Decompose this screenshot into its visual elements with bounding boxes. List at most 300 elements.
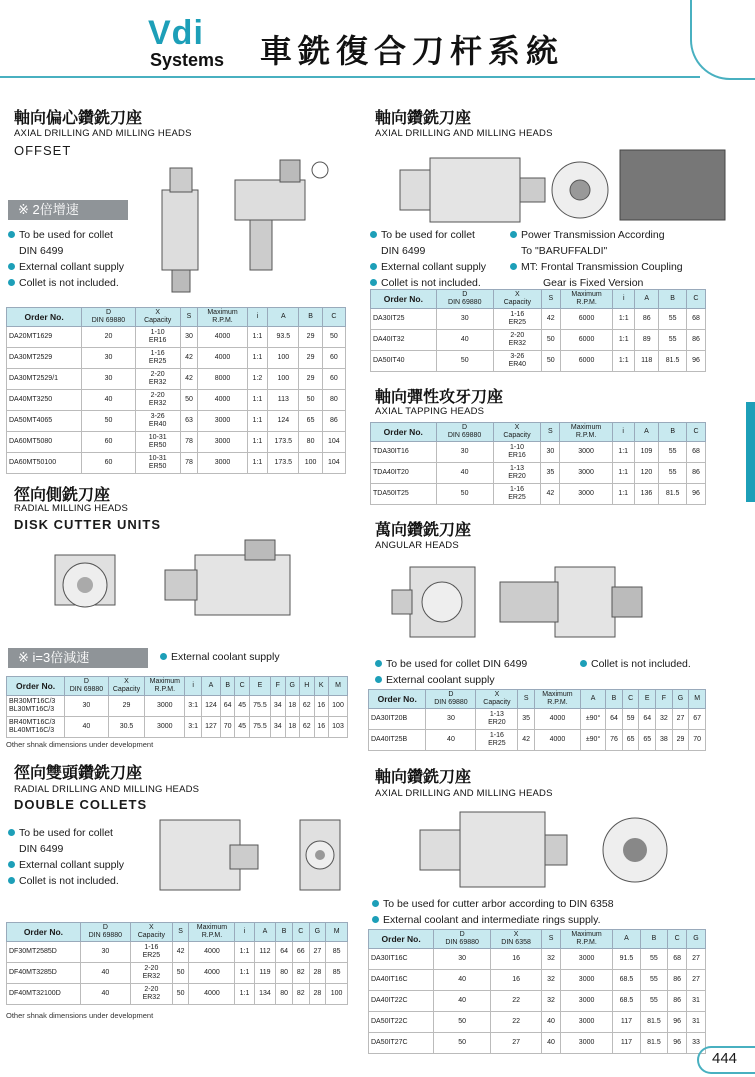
table-cell: 117 [613,1033,641,1054]
column-header: X DIN 6358 [491,930,542,949]
table-cell: 42 [180,348,198,369]
table-cell: 63 [180,411,198,432]
sec4-subtitle: DISK CUTTER UNITS [14,517,161,532]
table-cell: 4000 [198,348,247,369]
bullet: To be used for cutter arbor according to DIN 6358 [372,896,742,912]
table-cell: 42 [541,484,560,505]
table-cell: 3000 [145,717,185,738]
table-cell: 68 [686,309,705,330]
table-cell: 1-13 ER20 [476,709,518,730]
table-cell: 4000 [198,390,247,411]
table-cell: 100 [329,696,348,717]
column-header: D DIN 69880 [82,308,136,327]
table-cell: BR40MT16C/3 BL40MT16C/3 [7,717,65,738]
column-header: S [541,290,560,309]
table-row [7,432,346,453]
page-number: 444 [712,1050,738,1067]
table-cell: 64 [276,942,293,963]
table-cell: 68.5 [613,970,641,991]
table-cell: 42 [180,369,198,390]
table-cell: 78 [180,453,198,474]
table-cell: 80 [322,390,345,411]
table-cell: 22 [491,1012,542,1033]
table-cell: 112 [254,942,276,963]
column-header: S [541,423,560,442]
table-cell: 120 [634,463,659,484]
sec5-table [368,689,706,751]
table-cell: 1-10 ER16 [493,442,541,463]
table-cell: TDA40IT20 [371,463,437,484]
table-cell: 60 [322,348,345,369]
table-cell: 42 [541,309,560,330]
table-cell: 81.5 [640,1012,668,1033]
table-cell: 40 [436,463,493,484]
table-row [369,730,706,751]
table-cell: 3000 [560,463,612,484]
table-cell: 100 [268,348,299,369]
table-cell: 2-20 ER32 [135,390,180,411]
column-header: D DIN 69880 [436,290,493,309]
column-header: X Capacity [493,423,541,442]
bullet-cont: DIN 6499 [381,245,426,257]
table-cell: 91.5 [613,949,641,970]
bullet: Collet is not included. [8,873,158,889]
table-cell: DA30MT2529/1 [7,369,82,390]
column-header: C [292,923,309,942]
table-cell: 50 [322,327,345,348]
column-header: M [689,690,706,709]
table-cell: 68 [668,949,687,970]
column-header: A [580,690,605,709]
column-header: i [613,290,635,309]
table-cell: 85 [326,963,348,984]
column-header: S [518,690,535,709]
table-cell: 134 [254,984,276,1005]
table-row [369,1012,706,1033]
sec4-drawing [45,530,345,640]
table-cell: 1:1 [247,390,268,411]
bullet-cont: DIN 6499 [19,843,64,855]
table-cell: 65 [622,730,639,751]
table-cell: BR30MT16C/3 BL30MT16C/3 [7,696,65,717]
bullet: MT: Frontal Transmission Coupling [510,259,745,275]
table-cell: 1:1 [235,942,254,963]
table-cell: 50 [172,963,189,984]
sec2-bullets-right [510,227,745,291]
table-cell: 34 [271,696,286,717]
table-cell: 28 [309,963,326,984]
table-cell: 32 [542,949,561,970]
table-row [369,991,706,1012]
table-cell: 55 [659,463,687,484]
table-cell: DA40IT22C [369,991,434,1012]
table-cell: TDA30IT16 [371,442,437,463]
bullet: External coolant and intermediate rings supply. [372,912,742,928]
sec6-footnote: Other shnak dimensions under development [6,1011,154,1020]
table-row [371,351,706,372]
table-row [7,963,348,984]
column-header: M [329,677,348,696]
table-cell: 10-31 ER50 [135,432,180,453]
bullet: External collant supply [8,857,158,873]
column-header: S [180,308,198,327]
table-row [7,453,346,474]
bullet: Collet is not included. [580,656,720,672]
table-row [369,709,706,730]
table-cell: 86 [686,463,705,484]
table-cell: 3000 [198,432,247,453]
table-cell: TDA50IT25 [371,484,437,505]
sec1-subtitle: OFFSET [14,143,72,158]
table-cell: 16 [314,717,329,738]
table-cell: 31 [687,991,706,1012]
table-cell: 3000 [561,970,613,991]
sec1-title-en: AXIAL DRILLING AND MILLING HEADS [14,128,192,139]
column-header: A [635,290,659,309]
logo-vdi: Vdi [148,14,204,52]
table-cell: DA40MT3250 [7,390,82,411]
sec5-title-en: ANGULAR HEADS [375,540,459,551]
sec3-title-zh: 軸向彈性攻牙刀座 [375,389,504,406]
table-cell: 1:1 [247,432,268,453]
table-cell: 124 [202,696,221,717]
table-cell: DA30MT2529 [7,348,82,369]
table-cell: 3000 [561,1012,613,1033]
sec6-drawing [150,800,345,910]
column-header: Order No. [371,290,437,309]
table-cell: 100 [268,369,299,390]
table-cell: 16 [314,696,329,717]
table-cell: 2-20 ER32 [130,963,172,984]
table-cell: 109 [634,442,659,463]
table-cell: 30 [82,348,136,369]
table-cell: DA60MT5080 [7,432,82,453]
table-row [371,463,706,484]
bullet: External collant supply [370,259,505,275]
column-header: Maximum R.P.M. [145,677,185,696]
table-cell: 55 [659,330,687,351]
table-cell: 50 [541,330,560,351]
column-header: M [326,923,348,942]
table-cell: DF40MT3285D [7,963,81,984]
table-row [7,411,346,432]
table-cell: 4000 [189,984,235,1005]
table-cell: 66 [292,942,309,963]
table-cell: 18 [285,696,300,717]
table-cell: 1:1 [613,330,635,351]
sec7-bullets [372,896,742,928]
table-cell: 100 [326,984,348,1005]
column-header: Maximum R.P.M. [561,930,613,949]
table-row [7,369,346,390]
table-cell: 38 [656,730,673,751]
table-cell: DA40IT25B [369,730,426,751]
table-cell: 3:1 [185,717,202,738]
table-cell: 6000 [560,351,613,372]
table-cell: 136 [634,484,659,505]
table-cell: 45 [235,696,250,717]
column-header: C [622,690,639,709]
table-cell: 29 [108,696,145,717]
table-cell: 1:1 [235,963,254,984]
column-header: A [613,930,641,949]
table-cell: 3000 [198,411,247,432]
table-cell: 3-26 ER40 [135,411,180,432]
column-header: X Capacity [135,308,180,327]
table-cell: 30 [436,442,493,463]
table-cell: 82 [292,984,309,1005]
column-header: X Capacity [493,290,541,309]
bullet-cont: Gear is Fixed Version [543,277,644,289]
table-cell: ±90° [580,709,605,730]
column-header: G [285,677,300,696]
table-cell: 59 [622,709,639,730]
table-cell: 62 [300,696,315,717]
table-cell: 1-16 ER25 [493,484,541,505]
table-cell: 1:2 [247,369,268,390]
column-header: D DIN 69880 [65,677,109,696]
table-cell: 96 [668,1012,687,1033]
sec2-table [370,289,706,372]
column-header: B [640,930,668,949]
table-cell: 50 [299,390,322,411]
column-header: C [668,930,687,949]
table-cell: 3000 [560,484,612,505]
column-header: C [322,308,345,327]
table-cell: DA50MT4065 [7,411,82,432]
table-cell: 30 [436,309,493,330]
table-cell: 96 [668,1033,687,1054]
column-header: i [185,677,202,696]
table-cell: DA40IT16C [369,970,434,991]
table-cell: 35 [541,463,560,484]
table-cell: 3000 [561,1033,613,1054]
sec4-table [6,676,348,738]
table-cell: 50 [434,1012,491,1033]
sec4-title-zh: 徑向側銑刀座 [14,487,111,504]
axial-arbor-drawing [395,800,695,895]
column-header: Order No. [7,923,81,942]
table-cell: 100 [299,453,322,474]
double-collet-drawing [150,800,345,910]
column-header: G [687,930,706,949]
table-cell: 55 [640,970,668,991]
table-cell: 1:1 [612,463,634,484]
table-cell: 124 [268,411,299,432]
table-cell: 27 [687,970,706,991]
column-header: Order No. [369,690,426,709]
bullet: External collant supply [8,259,158,275]
table-row [7,696,348,717]
table-cell: 1:1 [247,411,268,432]
column-header: Maximum R.P.M. [189,923,235,942]
table-cell: DA50IT27C [369,1033,434,1054]
table-cell: 82 [292,963,309,984]
table-cell: 3000 [198,453,247,474]
table-cell: 103 [329,717,348,738]
column-header: B [659,423,687,442]
table-cell: DA20MT1629 [7,327,82,348]
table-cell: 32 [656,709,673,730]
table-cell: 22 [491,991,542,1012]
table-row [7,984,348,1005]
table-cell: 1:1 [247,348,268,369]
column-header: Order No. [7,308,82,327]
table-row [369,1033,706,1054]
column-header: C [235,677,250,696]
sec4-note: ※ i=3倍減速 [8,648,148,668]
bullet: To be used for collet DIN 6499 [375,656,585,672]
table-cell: 30 [434,949,491,970]
column-header: Maximum R.P.M. [534,690,580,709]
column-header: B [220,677,235,696]
table-cell: 81.5 [640,1033,668,1054]
sec5-title-zh: 萬向鑽銑刀座 [375,522,472,539]
table-cell: 4000 [198,327,247,348]
bullet: Power Transmission According [510,227,745,243]
table-cell: 118 [635,351,659,372]
table-cell: 86 [668,970,687,991]
table-cell: DA30IT25 [371,309,437,330]
sec3-table [370,422,706,505]
table-cell: 50 [82,411,136,432]
sec5-drawing [380,552,735,652]
column-header: E [249,677,270,696]
column-header: K [314,677,329,696]
table-cell: 70 [689,730,706,751]
table-cell: DA60MT50100 [7,453,82,474]
table-cell: 64 [220,696,235,717]
table-cell: 30 [65,696,109,717]
sec5-bullets-left [375,656,585,688]
table-cell: 32 [542,991,561,1012]
table-cell: 29 [299,348,322,369]
table-cell: 1-13 ER20 [493,463,541,484]
sec4-title-en: RADIAL MILLING HEADS [14,503,128,514]
table-cell: 45 [235,717,250,738]
sec4-bullets [160,649,340,665]
table-cell: 75.5 [249,696,270,717]
table-cell: 173.5 [268,432,299,453]
table-row [7,348,346,369]
table-cell: 30 [180,327,198,348]
column-header: C [686,423,705,442]
table-cell: 1:1 [247,327,268,348]
column-header: S [542,930,561,949]
sec7-title-zh: 軸向鑽銑刀座 [375,769,472,786]
table-row [7,717,348,738]
table-cell: 40 [542,1033,561,1054]
table-row [7,390,346,411]
table-cell: 86 [668,991,687,1012]
table-cell: 2-20 ER32 [493,330,541,351]
table-cell: 86 [686,330,705,351]
table-row [7,942,348,963]
table-cell: 1-10 ER16 [135,327,180,348]
table-cell: 3000 [561,991,613,1012]
bullet: To be used for collet [370,227,505,243]
table-cell: 86 [322,411,345,432]
column-header: F [656,690,673,709]
table-cell: 1:1 [247,453,268,474]
table-cell: 1:1 [235,984,254,1005]
table-cell: 55 [659,309,687,330]
header-rule [0,76,700,78]
table-cell: 4000 [534,709,580,730]
column-header: C [686,290,705,309]
column-header: Order No. [371,423,437,442]
table-cell: 20 [82,327,136,348]
table-cell: 60 [322,369,345,390]
table-row [7,327,346,348]
table-cell: 60 [82,453,136,474]
table-cell: DA30IT20B [369,709,426,730]
column-header: D DIN 69880 [434,930,491,949]
bullet: Collet is not included. [8,275,158,291]
table-cell: 50 [434,1033,491,1054]
side-tab [746,402,755,502]
column-header: G [672,690,689,709]
sec7-title-en: AXIAL DRILLING AND MILLING HEADS [375,788,553,799]
table-cell: 30 [426,709,476,730]
table-cell: 86 [635,309,659,330]
sec5-bullets-right [580,656,720,672]
column-header: B [659,290,687,309]
table-cell: 30 [541,442,560,463]
table-cell: 117 [613,1012,641,1033]
column-header: B [276,923,293,942]
table-cell: 104 [322,432,345,453]
axial-head-drawing [375,140,740,230]
table-cell: 29 [299,327,322,348]
table-cell: 30.5 [108,717,145,738]
table-cell: 62 [300,717,315,738]
table-cell: 27 [672,709,689,730]
column-header: D DIN 69880 [426,690,476,709]
column-header: X Capacity [476,690,518,709]
table-cell: 1-16 ER25 [476,730,518,751]
header-curve [690,0,755,80]
table-cell: 68 [686,442,705,463]
column-header: Maximum R.P.M. [198,308,247,327]
column-header: F [271,677,286,696]
table-cell: 80 [276,963,293,984]
column-header: Maximum R.P.M. [560,290,613,309]
table-cell: 1:1 [612,484,634,505]
sec2-title-zh: 軸向鑽銑刀座 [375,110,472,127]
angular-head-drawing [380,552,735,652]
table-cell: 64 [606,709,623,730]
table-cell: 6000 [560,309,613,330]
bullet: External coolant supply [160,649,340,665]
table-cell: 40 [82,390,136,411]
table-cell: 70 [220,717,235,738]
sec7-drawing [395,800,695,895]
bullet: To be used for collet [8,825,158,841]
table-cell: 35 [518,709,535,730]
table-cell: 93.5 [268,327,299,348]
table-cell: 40 [80,984,130,1005]
table-cell: 16 [491,949,542,970]
bullet-cont: To "BARUFFALDI" [521,245,608,257]
column-header: Order No. [369,930,434,949]
logo-systems: Systems [150,50,225,70]
table-cell: 65 [299,411,322,432]
page-header [0,0,755,82]
bullet: Collet is not included. [370,275,505,291]
table-cell: 50 [180,390,198,411]
table-cell: 10-31 ER50 [135,453,180,474]
